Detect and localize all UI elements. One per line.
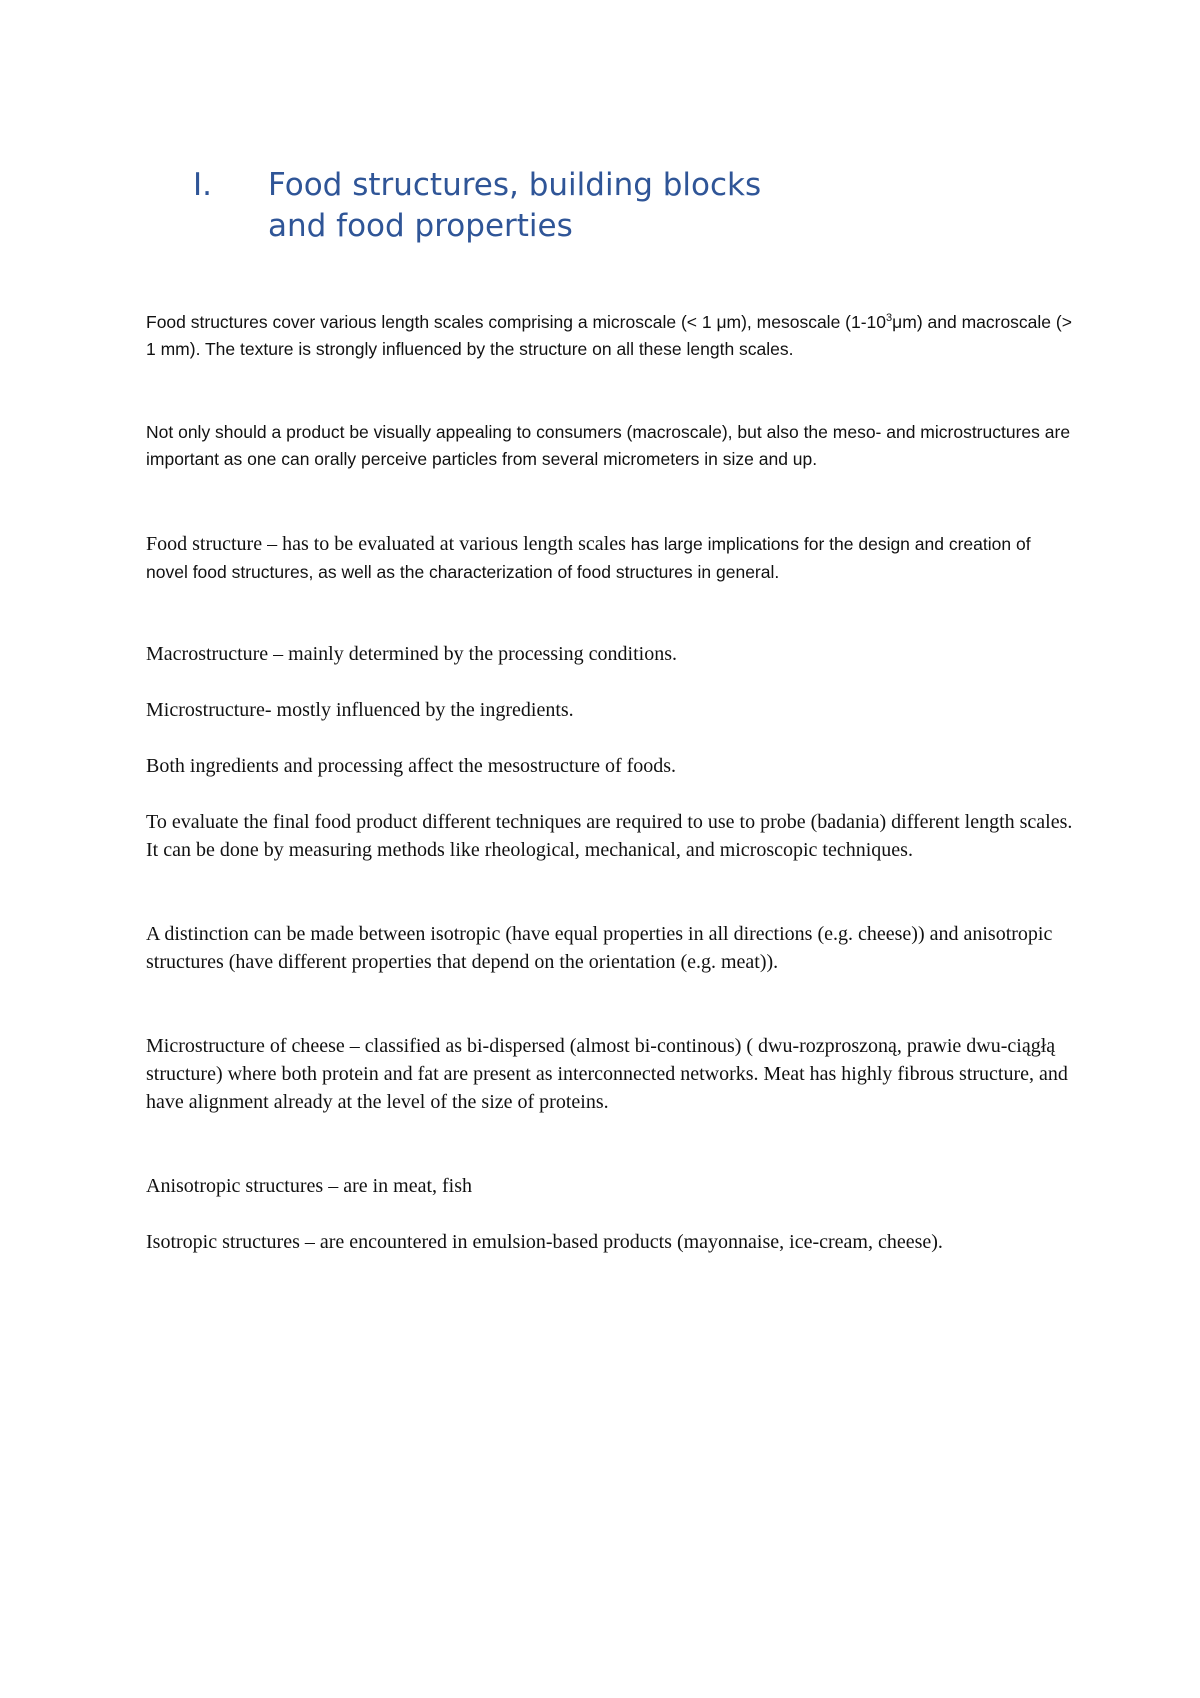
- heading-line-1: Food structures, building blocks: [268, 167, 762, 203]
- heading-line-2: and food properties: [268, 208, 573, 244]
- paragraph-visual-appeal: Not only should a product be visually appealing to consumers (macroscale), but also the meso- and microstructures are important as one can orally perceive particles from several micrometers in size and up.: [146, 422, 1071, 469]
- paragraph-macrostructure: Macrostructure – mainly determined by the processing conditions.: [146, 643, 677, 665]
- paragraph-evaluation-techniques: To evaluate the final food product different techniques are required to use to probe (badania) different length scales. It can be done by measuring methods like rheological, mechanical, and microscopic techniques.: [146, 811, 1073, 861]
- paragraph-anisotropic-structures: Anisotropic structures – are in meat, fish: [146, 1175, 473, 1197]
- p3-sans-text: has large implications for the design and creation of novel food structures, as well as the characterization of food structures in general.: [146, 534, 1031, 582]
- paragraph-cheese-microstructure: Microstructure of cheese – classified as bi-dispersed (almost bi-continous) ( dwu-rozproszoną, prawie dwu-ciągłą structure) where both protein and fat are present as interconnected networks. Meat has highly fibrous structure, and have alignment already at the level of the size of proteins.: [146, 1035, 1068, 1113]
- paragraph-microstructure: Microstructure- mostly influenced by the ingredients.: [146, 699, 574, 721]
- paragraph-mesostructure: Both ingredients and processing affect the mesostructure of foods.: [146, 755, 677, 777]
- p3-serif-text: Food structure – has to be evaluated at various length scales: [146, 533, 626, 555]
- paragraph-isotropic-anisotropic: A distinction can be made between isotropic (have equal properties in all directions (e.g. cheese)) and anisotropic structures (have different properties that depend on the orientation (e.g. meat)).: [146, 923, 1053, 973]
- p1-text-a: Food structures cover various length scales comprising a microscale (< 1 μm), mesoscale (1-10: [146, 312, 887, 332]
- heading-number: I.: [193, 167, 212, 203]
- paragraph-food-structure: [146, 530, 1076, 587]
- paragraph-isotropic-structures: Isotropic structures – are encountered in emulsion-based products (mayonnaise, ice-cream, cheese).: [146, 1231, 943, 1253]
- p1-superscript: 3: [886, 312, 893, 325]
- paragraph-length-scales: [146, 309, 1076, 363]
- p1-text-b: μm) and macroscale (> 1 mm). The texture is strongly influenced by the structure on all these length scales.: [146, 312, 1072, 359]
